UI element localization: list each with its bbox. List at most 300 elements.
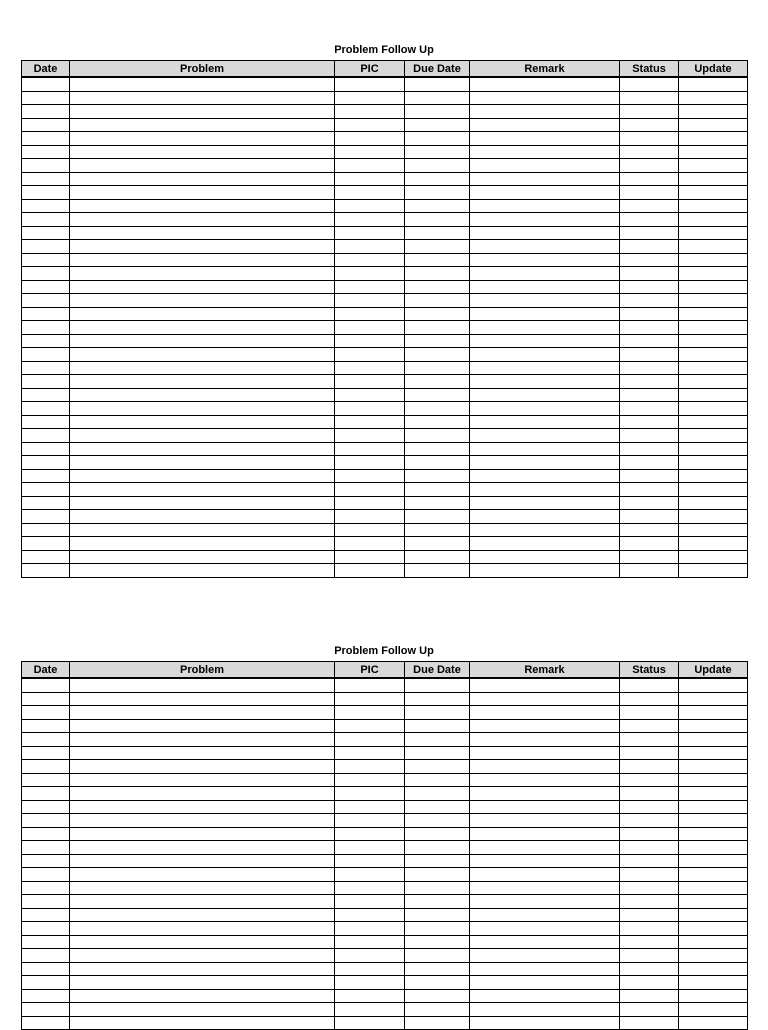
remark-cell[interactable]	[470, 800, 620, 814]
problem-cell[interactable]	[70, 186, 335, 200]
remark-cell[interactable]	[470, 908, 620, 922]
due-date-cell[interactable]	[405, 746, 470, 760]
update-cell[interactable]	[679, 429, 748, 443]
update-cell[interactable]	[679, 388, 748, 402]
remark-cell[interactable]	[470, 415, 620, 429]
pic-cell[interactable]	[335, 388, 405, 402]
date-cell[interactable]	[22, 841, 70, 855]
problem-cell[interactable]	[70, 678, 335, 692]
problem-cell[interactable]	[70, 976, 335, 990]
remark-cell[interactable]	[470, 841, 620, 855]
due-date-cell[interactable]	[405, 105, 470, 119]
date-cell[interactable]	[22, 456, 70, 470]
status-cell[interactable]	[620, 199, 679, 213]
due-date-cell[interactable]	[405, 334, 470, 348]
status-cell[interactable]	[620, 935, 679, 949]
pic-cell[interactable]	[335, 415, 405, 429]
status-cell[interactable]	[620, 132, 679, 146]
update-cell[interactable]	[679, 678, 748, 692]
status-cell[interactable]	[620, 361, 679, 375]
date-cell[interactable]	[22, 523, 70, 537]
remark-cell[interactable]	[470, 172, 620, 186]
date-cell[interactable]	[22, 719, 70, 733]
status-cell[interactable]	[620, 145, 679, 159]
pic-cell[interactable]	[335, 361, 405, 375]
update-cell[interactable]	[679, 949, 748, 963]
remark-cell[interactable]	[470, 854, 620, 868]
update-cell[interactable]	[679, 240, 748, 254]
update-cell[interactable]	[679, 868, 748, 882]
remark-cell[interactable]	[470, 989, 620, 1003]
problem-cell[interactable]	[70, 77, 335, 91]
remark-cell[interactable]	[470, 746, 620, 760]
pic-cell[interactable]	[335, 375, 405, 389]
remark-cell[interactable]	[470, 105, 620, 119]
pic-cell[interactable]	[335, 307, 405, 321]
pic-cell[interactable]	[335, 841, 405, 855]
problem-cell[interactable]	[70, 908, 335, 922]
remark-cell[interactable]	[470, 145, 620, 159]
status-cell[interactable]	[620, 348, 679, 362]
status-cell[interactable]	[620, 760, 679, 774]
update-cell[interactable]	[679, 402, 748, 416]
status-cell[interactable]	[620, 814, 679, 828]
due-date-cell[interactable]	[405, 199, 470, 213]
due-date-cell[interactable]	[405, 827, 470, 841]
update-cell[interactable]	[679, 719, 748, 733]
remark-cell[interactable]	[470, 760, 620, 774]
remark-cell[interactable]	[470, 77, 620, 91]
pic-cell[interactable]	[335, 402, 405, 416]
pic-cell[interactable]	[335, 550, 405, 564]
update-cell[interactable]	[679, 935, 748, 949]
update-cell[interactable]	[679, 854, 748, 868]
update-cell[interactable]	[679, 213, 748, 227]
problem-cell[interactable]	[70, 868, 335, 882]
update-cell[interactable]	[679, 361, 748, 375]
problem-cell[interactable]	[70, 496, 335, 510]
due-date-cell[interactable]	[405, 240, 470, 254]
due-date-cell[interactable]	[405, 361, 470, 375]
date-cell[interactable]	[22, 510, 70, 524]
status-cell[interactable]	[620, 375, 679, 389]
problem-cell[interactable]	[70, 881, 335, 895]
status-cell[interactable]	[620, 895, 679, 909]
date-cell[interactable]	[22, 118, 70, 132]
remark-cell[interactable]	[470, 537, 620, 551]
date-cell[interactable]	[22, 989, 70, 1003]
remark-cell[interactable]	[470, 348, 620, 362]
due-date-cell[interactable]	[405, 348, 470, 362]
problem-cell[interactable]	[70, 733, 335, 747]
due-date-cell[interactable]	[405, 280, 470, 294]
pic-cell[interactable]	[335, 746, 405, 760]
due-date-cell[interactable]	[405, 132, 470, 146]
due-date-cell[interactable]	[405, 814, 470, 828]
update-cell[interactable]	[679, 172, 748, 186]
pic-cell[interactable]	[335, 908, 405, 922]
due-date-cell[interactable]	[405, 760, 470, 774]
due-date-cell[interactable]	[405, 402, 470, 416]
update-cell[interactable]	[679, 186, 748, 200]
due-date-cell[interactable]	[405, 510, 470, 524]
pic-cell[interactable]	[335, 348, 405, 362]
date-cell[interactable]	[22, 348, 70, 362]
due-date-cell[interactable]	[405, 496, 470, 510]
problem-cell[interactable]	[70, 895, 335, 909]
status-cell[interactable]	[620, 77, 679, 91]
pic-cell[interactable]	[335, 118, 405, 132]
update-cell[interactable]	[679, 989, 748, 1003]
update-cell[interactable]	[679, 77, 748, 91]
problem-cell[interactable]	[70, 226, 335, 240]
date-cell[interactable]	[22, 253, 70, 267]
remark-cell[interactable]	[470, 402, 620, 416]
status-cell[interactable]	[620, 388, 679, 402]
due-date-cell[interactable]	[405, 388, 470, 402]
date-cell[interactable]	[22, 105, 70, 119]
update-cell[interactable]	[679, 1003, 748, 1017]
status-cell[interactable]	[620, 307, 679, 321]
date-cell[interactable]	[22, 388, 70, 402]
update-cell[interactable]	[679, 908, 748, 922]
pic-cell[interactable]	[335, 213, 405, 227]
due-date-cell[interactable]	[405, 172, 470, 186]
remark-cell[interactable]	[470, 949, 620, 963]
problem-cell[interactable]	[70, 456, 335, 470]
due-date-cell[interactable]	[405, 678, 470, 692]
due-date-cell[interactable]	[405, 294, 470, 308]
update-cell[interactable]	[679, 118, 748, 132]
pic-cell[interactable]	[335, 456, 405, 470]
status-cell[interactable]	[620, 827, 679, 841]
remark-cell[interactable]	[470, 307, 620, 321]
status-cell[interactable]	[620, 496, 679, 510]
problem-cell[interactable]	[70, 91, 335, 105]
due-date-cell[interactable]	[405, 118, 470, 132]
due-date-cell[interactable]	[405, 868, 470, 882]
date-cell[interactable]	[22, 678, 70, 692]
due-date-cell[interactable]	[405, 469, 470, 483]
status-cell[interactable]	[620, 854, 679, 868]
status-cell[interactable]	[620, 186, 679, 200]
problem-cell[interactable]	[70, 375, 335, 389]
update-cell[interactable]	[679, 334, 748, 348]
problem-cell[interactable]	[70, 787, 335, 801]
update-cell[interactable]	[679, 307, 748, 321]
update-cell[interactable]	[679, 746, 748, 760]
problem-cell[interactable]	[70, 307, 335, 321]
problem-cell[interactable]	[70, 415, 335, 429]
pic-cell[interactable]	[335, 510, 405, 524]
status-cell[interactable]	[620, 976, 679, 990]
pic-cell[interactable]	[335, 989, 405, 1003]
due-date-cell[interactable]	[405, 935, 470, 949]
problem-cell[interactable]	[70, 854, 335, 868]
status-cell[interactable]	[620, 550, 679, 564]
problem-cell[interactable]	[70, 172, 335, 186]
update-cell[interactable]	[679, 814, 748, 828]
date-cell[interactable]	[22, 854, 70, 868]
problem-cell[interactable]	[70, 402, 335, 416]
pic-cell[interactable]	[335, 294, 405, 308]
due-date-cell[interactable]	[405, 1016, 470, 1030]
date-cell[interactable]	[22, 868, 70, 882]
date-cell[interactable]	[22, 949, 70, 963]
status-cell[interactable]	[620, 213, 679, 227]
date-cell[interactable]	[22, 145, 70, 159]
due-date-cell[interactable]	[405, 733, 470, 747]
pic-cell[interactable]	[335, 881, 405, 895]
status-cell[interactable]	[620, 706, 679, 720]
update-cell[interactable]	[679, 415, 748, 429]
due-date-cell[interactable]	[405, 908, 470, 922]
status-cell[interactable]	[620, 1016, 679, 1030]
problem-cell[interactable]	[70, 267, 335, 281]
remark-cell[interactable]	[470, 267, 620, 281]
due-date-cell[interactable]	[405, 773, 470, 787]
status-cell[interactable]	[620, 800, 679, 814]
update-cell[interactable]	[679, 760, 748, 774]
status-cell[interactable]	[620, 881, 679, 895]
remark-cell[interactable]	[470, 564, 620, 578]
due-date-cell[interactable]	[405, 429, 470, 443]
due-date-cell[interactable]	[405, 1003, 470, 1017]
due-date-cell[interactable]	[405, 159, 470, 173]
due-date-cell[interactable]	[405, 415, 470, 429]
date-cell[interactable]	[22, 922, 70, 936]
pic-cell[interactable]	[335, 280, 405, 294]
date-cell[interactable]	[22, 213, 70, 227]
update-cell[interactable]	[679, 375, 748, 389]
status-cell[interactable]	[620, 692, 679, 706]
update-cell[interactable]	[679, 280, 748, 294]
due-date-cell[interactable]	[405, 564, 470, 578]
update-cell[interactable]	[679, 145, 748, 159]
remark-cell[interactable]	[470, 773, 620, 787]
update-cell[interactable]	[679, 469, 748, 483]
status-cell[interactable]	[620, 483, 679, 497]
status-cell[interactable]	[620, 868, 679, 882]
update-cell[interactable]	[679, 841, 748, 855]
update-cell[interactable]	[679, 159, 748, 173]
status-cell[interactable]	[620, 240, 679, 254]
problem-cell[interactable]	[70, 827, 335, 841]
problem-cell[interactable]	[70, 760, 335, 774]
problem-cell[interactable]	[70, 429, 335, 443]
remark-cell[interactable]	[470, 213, 620, 227]
due-date-cell[interactable]	[405, 186, 470, 200]
date-cell[interactable]	[22, 881, 70, 895]
problem-cell[interactable]	[70, 321, 335, 335]
problem-cell[interactable]	[70, 800, 335, 814]
remark-cell[interactable]	[470, 1003, 620, 1017]
date-cell[interactable]	[22, 962, 70, 976]
status-cell[interactable]	[620, 962, 679, 976]
remark-cell[interactable]	[470, 91, 620, 105]
due-date-cell[interactable]	[405, 442, 470, 456]
due-date-cell[interactable]	[405, 922, 470, 936]
pic-cell[interactable]	[335, 159, 405, 173]
remark-cell[interactable]	[470, 550, 620, 564]
remark-cell[interactable]	[470, 334, 620, 348]
pic-cell[interactable]	[335, 1003, 405, 1017]
remark-cell[interactable]	[470, 922, 620, 936]
due-date-cell[interactable]	[405, 719, 470, 733]
due-date-cell[interactable]	[405, 483, 470, 497]
remark-cell[interactable]	[470, 226, 620, 240]
date-cell[interactable]	[22, 895, 70, 909]
update-cell[interactable]	[679, 456, 748, 470]
date-cell[interactable]	[22, 159, 70, 173]
remark-cell[interactable]	[470, 429, 620, 443]
due-date-cell[interactable]	[405, 962, 470, 976]
problem-cell[interactable]	[70, 537, 335, 551]
status-cell[interactable]	[620, 746, 679, 760]
update-cell[interactable]	[679, 294, 748, 308]
remark-cell[interactable]	[470, 881, 620, 895]
status-cell[interactable]	[620, 267, 679, 281]
status-cell[interactable]	[620, 226, 679, 240]
pic-cell[interactable]	[335, 706, 405, 720]
date-cell[interactable]	[22, 172, 70, 186]
date-cell[interactable]	[22, 692, 70, 706]
due-date-cell[interactable]	[405, 550, 470, 564]
date-cell[interactable]	[22, 321, 70, 335]
remark-cell[interactable]	[470, 678, 620, 692]
problem-cell[interactable]	[70, 962, 335, 976]
remark-cell[interactable]	[470, 510, 620, 524]
date-cell[interactable]	[22, 706, 70, 720]
due-date-cell[interactable]	[405, 989, 470, 1003]
pic-cell[interactable]	[335, 814, 405, 828]
pic-cell[interactable]	[335, 787, 405, 801]
status-cell[interactable]	[620, 456, 679, 470]
problem-cell[interactable]	[70, 388, 335, 402]
remark-cell[interactable]	[470, 895, 620, 909]
remark-cell[interactable]	[470, 868, 620, 882]
status-cell[interactable]	[620, 105, 679, 119]
update-cell[interactable]	[679, 253, 748, 267]
pic-cell[interactable]	[335, 1016, 405, 1030]
problem-cell[interactable]	[70, 564, 335, 578]
update-cell[interactable]	[679, 442, 748, 456]
remark-cell[interactable]	[470, 159, 620, 173]
status-cell[interactable]	[620, 922, 679, 936]
update-cell[interactable]	[679, 1016, 748, 1030]
remark-cell[interactable]	[470, 733, 620, 747]
problem-cell[interactable]	[70, 361, 335, 375]
status-cell[interactable]	[620, 949, 679, 963]
remark-cell[interactable]	[470, 294, 620, 308]
due-date-cell[interactable]	[405, 307, 470, 321]
status-cell[interactable]	[620, 719, 679, 733]
pic-cell[interactable]	[335, 267, 405, 281]
pic-cell[interactable]	[335, 145, 405, 159]
status-cell[interactable]	[620, 429, 679, 443]
problem-cell[interactable]	[70, 334, 335, 348]
pic-cell[interactable]	[335, 226, 405, 240]
remark-cell[interactable]	[470, 962, 620, 976]
due-date-cell[interactable]	[405, 226, 470, 240]
date-cell[interactable]	[22, 375, 70, 389]
update-cell[interactable]	[679, 537, 748, 551]
due-date-cell[interactable]	[405, 77, 470, 91]
problem-cell[interactable]	[70, 523, 335, 537]
update-cell[interactable]	[679, 800, 748, 814]
date-cell[interactable]	[22, 564, 70, 578]
date-cell[interactable]	[22, 132, 70, 146]
date-cell[interactable]	[22, 280, 70, 294]
pic-cell[interactable]	[335, 321, 405, 335]
date-cell[interactable]	[22, 935, 70, 949]
date-cell[interactable]	[22, 1016, 70, 1030]
pic-cell[interactable]	[335, 935, 405, 949]
status-cell[interactable]	[620, 908, 679, 922]
status-cell[interactable]	[620, 537, 679, 551]
pic-cell[interactable]	[335, 564, 405, 578]
due-date-cell[interactable]	[405, 321, 470, 335]
remark-cell[interactable]	[470, 118, 620, 132]
date-cell[interactable]	[22, 537, 70, 551]
update-cell[interactable]	[679, 881, 748, 895]
due-date-cell[interactable]	[405, 213, 470, 227]
pic-cell[interactable]	[335, 199, 405, 213]
problem-cell[interactable]	[70, 159, 335, 173]
date-cell[interactable]	[22, 186, 70, 200]
date-cell[interactable]	[22, 91, 70, 105]
remark-cell[interactable]	[470, 787, 620, 801]
date-cell[interactable]	[22, 415, 70, 429]
due-date-cell[interactable]	[405, 145, 470, 159]
problem-cell[interactable]	[70, 348, 335, 362]
pic-cell[interactable]	[335, 172, 405, 186]
remark-cell[interactable]	[470, 375, 620, 389]
problem-cell[interactable]	[70, 199, 335, 213]
status-cell[interactable]	[620, 564, 679, 578]
pic-cell[interactable]	[335, 733, 405, 747]
problem-cell[interactable]	[70, 814, 335, 828]
status-cell[interactable]	[620, 118, 679, 132]
pic-cell[interactable]	[335, 429, 405, 443]
status-cell[interactable]	[620, 773, 679, 787]
problem-cell[interactable]	[70, 1016, 335, 1030]
due-date-cell[interactable]	[405, 881, 470, 895]
date-cell[interactable]	[22, 814, 70, 828]
problem-cell[interactable]	[70, 949, 335, 963]
pic-cell[interactable]	[335, 854, 405, 868]
date-cell[interactable]	[22, 773, 70, 787]
update-cell[interactable]	[679, 496, 748, 510]
remark-cell[interactable]	[470, 935, 620, 949]
update-cell[interactable]	[679, 733, 748, 747]
date-cell[interactable]	[22, 469, 70, 483]
pic-cell[interactable]	[335, 719, 405, 733]
pic-cell[interactable]	[335, 922, 405, 936]
remark-cell[interactable]	[470, 186, 620, 200]
remark-cell[interactable]	[470, 827, 620, 841]
pic-cell[interactable]	[335, 105, 405, 119]
pic-cell[interactable]	[335, 962, 405, 976]
status-cell[interactable]	[620, 91, 679, 105]
pic-cell[interactable]	[335, 692, 405, 706]
problem-cell[interactable]	[70, 1003, 335, 1017]
due-date-cell[interactable]	[405, 841, 470, 855]
date-cell[interactable]	[22, 800, 70, 814]
date-cell[interactable]	[22, 1003, 70, 1017]
problem-cell[interactable]	[70, 132, 335, 146]
pic-cell[interactable]	[335, 976, 405, 990]
